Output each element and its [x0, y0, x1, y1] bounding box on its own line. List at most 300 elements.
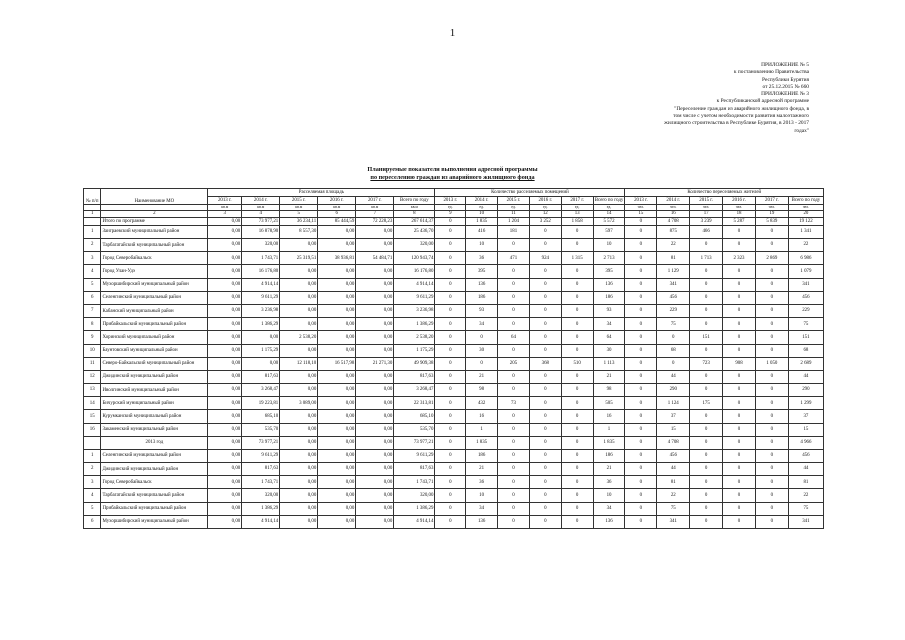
value-cell: 0,00: [208, 357, 242, 370]
value-cell: 1 299: [788, 397, 823, 410]
value-cell: 0: [723, 502, 756, 515]
value-cell: 21: [593, 463, 625, 476]
value-cell: 186: [466, 449, 498, 462]
value-cell: 0,00: [208, 423, 242, 436]
value-cell: 0: [498, 291, 530, 304]
value-cell: 0: [625, 410, 657, 423]
year-header: 2016 г.: [723, 197, 756, 205]
value-cell: 186: [466, 291, 498, 304]
value-cell: 37: [788, 410, 823, 423]
row-number: 7: [84, 304, 101, 317]
value-cell: 0,00: [318, 344, 356, 357]
value-cell: 16 517,98: [318, 357, 356, 370]
value-cell: 0,00: [318, 331, 356, 344]
row-number: 1: [84, 225, 101, 238]
value-cell: 0: [498, 384, 530, 397]
unit-cell: ед.: [529, 205, 561, 211]
value-cell: 368: [529, 357, 561, 370]
row-number: 10: [84, 344, 101, 357]
column-number: 13: [561, 211, 593, 217]
value-cell: 16 176,80: [394, 265, 435, 278]
value-cell: 0: [529, 449, 561, 462]
table-row: [84, 331, 824, 344]
unit-cell: кв.м: [208, 205, 242, 211]
value-cell: 0: [561, 502, 593, 515]
year-header: 2015 г.: [690, 197, 723, 205]
year-header: 2013 г.: [625, 197, 657, 205]
municipality-name: Тарбагатайский муниципальный район: [101, 489, 208, 502]
value-cell: 0,00: [208, 397, 242, 410]
value-cell: 8 557,30: [280, 225, 318, 238]
value-cell: 9 611,29: [242, 291, 280, 304]
year-header: 2013 г.: [435, 197, 466, 205]
column-number: 18: [723, 211, 756, 217]
row-number: 2: [84, 463, 101, 476]
value-cell: 1: [593, 423, 625, 436]
value-cell: 2 869: [755, 252, 788, 265]
value-cell: 0: [690, 476, 723, 489]
value-cell: 0: [723, 489, 756, 502]
value-cell: 597: [593, 225, 625, 238]
value-cell: 0: [498, 449, 530, 462]
row-number: 11: [84, 357, 101, 370]
value-cell: 0: [435, 291, 466, 304]
appendix-header: [549, 62, 809, 135]
value-cell: 3 236,98: [242, 304, 280, 317]
municipality-name: Город Улан-Удэ: [101, 265, 208, 278]
column-number: 2: [101, 211, 208, 217]
value-cell: 0: [755, 449, 788, 462]
value-cell: 0,00: [280, 370, 318, 383]
value-cell: 0: [690, 278, 723, 291]
value-cell: 0: [435, 217, 466, 225]
value-cell: 0: [498, 370, 530, 383]
municipality-name: Селенгинский муниципальный район: [101, 449, 208, 462]
row-number: [84, 436, 101, 449]
value-cell: 15: [788, 423, 823, 436]
value-cell: 0: [561, 476, 593, 489]
row-number: 15: [84, 410, 101, 423]
table-row: [84, 217, 824, 225]
header-line: том числе с учетом необходимости развития малоэтажного: [673, 113, 809, 120]
value-cell: 817,63: [394, 370, 435, 383]
group-people-header: Количество переселяемых жителей: [625, 189, 824, 197]
value-cell: 1 386,29: [242, 502, 280, 515]
value-cell: 181: [498, 225, 530, 238]
value-cell: 0: [755, 331, 788, 344]
value-cell: 0,00: [280, 489, 318, 502]
value-cell: 0: [723, 318, 756, 331]
value-cell: 0: [625, 225, 657, 238]
table-row: [84, 304, 824, 317]
municipality-name: Хоринский муниципальный район: [101, 331, 208, 344]
value-cell: 0: [723, 278, 756, 291]
column-number: 20: [788, 211, 823, 217]
value-cell: 0: [625, 489, 657, 502]
value-cell: 723: [690, 357, 723, 370]
value-cell: 0: [561, 370, 593, 383]
value-cell: 0: [755, 397, 788, 410]
value-cell: 10: [593, 239, 625, 252]
row-number: 14: [84, 397, 101, 410]
table-row: [84, 291, 824, 304]
value-cell: 1 743,71: [394, 476, 435, 489]
value-cell: 0,00: [318, 239, 356, 252]
value-cell: 0,00: [356, 476, 394, 489]
value-cell: 98: [593, 384, 625, 397]
value-cell: 0: [723, 370, 756, 383]
column-number: 7: [356, 211, 394, 217]
value-cell: 0: [529, 265, 561, 278]
unit-cell: чел.: [690, 205, 723, 211]
indicators-table: [83, 188, 824, 529]
value-cell: 817,63: [242, 463, 280, 476]
value-cell: 0,00: [356, 265, 394, 278]
table-row: [84, 423, 824, 436]
value-cell: 4 966: [788, 436, 823, 449]
value-cell: 0: [435, 384, 466, 397]
value-cell: 0: [435, 370, 466, 383]
value-cell: 0,00: [318, 304, 356, 317]
value-cell: 0: [529, 384, 561, 397]
value-cell: 4 914,14: [242, 515, 280, 528]
value-cell: 0: [435, 331, 466, 344]
value-cell: 0: [690, 384, 723, 397]
table-row: [84, 476, 824, 489]
value-cell: 0: [529, 397, 561, 410]
value-cell: 16: [593, 410, 625, 423]
value-cell: 817,63: [242, 370, 280, 383]
value-cell: 0: [625, 291, 657, 304]
municipality-name: Селенгинский муниципальный район: [101, 291, 208, 304]
value-cell: 44: [788, 463, 823, 476]
value-cell: 0: [435, 436, 466, 449]
value-cell: 0,00: [208, 265, 242, 278]
value-cell: 0,00: [318, 397, 356, 410]
value-cell: 0,00: [208, 449, 242, 462]
value-cell: 0: [529, 463, 561, 476]
value-cell: 1 175,29: [242, 344, 280, 357]
value-cell: 49 909,38: [394, 357, 435, 370]
value-cell: 0,00: [280, 265, 318, 278]
value-cell: 0: [498, 463, 530, 476]
value-cell: 0,00: [208, 410, 242, 423]
value-cell: 0: [657, 357, 690, 370]
value-cell: 0: [690, 423, 723, 436]
value-cell: 9 611,29: [242, 449, 280, 462]
value-cell: 0,00: [318, 370, 356, 383]
value-cell: 1 858: [561, 217, 593, 225]
unit-cell: чел.: [788, 205, 823, 211]
value-cell: 0: [755, 476, 788, 489]
value-cell: 10: [466, 239, 498, 252]
value-cell: 0,00: [356, 239, 394, 252]
value-cell: 341: [788, 515, 823, 528]
value-cell: 85 444,59: [318, 217, 356, 225]
value-cell: 0: [723, 265, 756, 278]
value-cell: 0,00: [280, 476, 318, 489]
value-cell: 0: [561, 304, 593, 317]
table-row: [84, 265, 824, 278]
value-cell: 908: [723, 357, 756, 370]
value-cell: 0,00: [280, 410, 318, 423]
value-cell: 0,00: [208, 291, 242, 304]
value-cell: 685,10: [242, 410, 280, 423]
column-number: 6: [318, 211, 356, 217]
value-cell: 0: [435, 502, 466, 515]
column-number: 11: [498, 211, 530, 217]
value-cell: 0: [625, 423, 657, 436]
value-cell: 0: [755, 370, 788, 383]
total-year-header: Всего по году: [788, 197, 823, 205]
value-cell: 320,00: [394, 239, 435, 252]
value-cell: 0: [625, 265, 657, 278]
unit-cell: кв.м: [356, 205, 394, 211]
value-cell: 120 943,74: [394, 252, 435, 265]
value-cell: 4 914,14: [394, 278, 435, 291]
value-cell: 0,00: [356, 410, 394, 423]
value-cell: 30: [466, 344, 498, 357]
value-cell: 0: [498, 436, 530, 449]
value-cell: 0,00: [318, 318, 356, 331]
value-cell: 15: [657, 423, 690, 436]
value-cell: 0,00: [208, 502, 242, 515]
column-number: 12: [529, 211, 561, 217]
total-year-header: Всего по году: [594, 197, 624, 203]
value-cell: 0: [435, 357, 466, 370]
value-cell: 0: [723, 476, 756, 489]
value-cell: 0,00: [208, 489, 242, 502]
value-cell: 175: [690, 397, 723, 410]
section-label: 2013 год: [101, 436, 208, 449]
value-cell: 0: [690, 318, 723, 331]
value-cell: 21: [466, 463, 498, 476]
value-cell: 0: [561, 331, 593, 344]
value-cell: 0: [529, 225, 561, 238]
value-cell: 136: [466, 278, 498, 291]
value-cell: 1 386,29: [242, 318, 280, 331]
municipality-name: Мухоршибирский муниципальный район: [101, 278, 208, 291]
value-cell: 0: [755, 265, 788, 278]
value-cell: 0,00: [356, 384, 394, 397]
table-row: [84, 515, 824, 528]
value-cell: 395: [466, 265, 498, 278]
header-line: от 25.12.2015 № 660: [762, 83, 809, 90]
value-cell: 1 743,71: [242, 476, 280, 489]
value-cell: 0: [625, 397, 657, 410]
year-header: 2017 г.: [755, 197, 788, 205]
value-cell: 4 914,14: [242, 278, 280, 291]
value-cell: 0,00: [356, 291, 394, 304]
value-cell: 320,00: [242, 239, 280, 252]
value-cell: 0,00: [356, 278, 394, 291]
table-row: [84, 225, 824, 238]
header-line: "Переселение граждан из аварийного жилищного фонда, в: [674, 105, 809, 112]
value-cell: 0: [561, 225, 593, 238]
value-cell: 0,00: [208, 304, 242, 317]
value-cell: 73 977,21: [242, 217, 280, 225]
value-cell: 0: [723, 291, 756, 304]
value-cell: 1 386,29: [394, 502, 435, 515]
value-cell: 81: [788, 476, 823, 489]
value-cell: 290: [657, 384, 690, 397]
value-cell: 36: [593, 476, 625, 489]
value-cell: 0,00: [318, 449, 356, 462]
value-cell: 1 743,71: [242, 252, 280, 265]
value-cell: 3 239: [690, 217, 723, 225]
column-number: 1: [84, 211, 101, 217]
value-cell: 0,00: [280, 515, 318, 528]
value-cell: 456: [657, 449, 690, 462]
row-number: 3: [84, 476, 101, 489]
value-cell: 205: [498, 357, 530, 370]
header-line: годах": [794, 127, 809, 134]
value-cell: 0,00: [208, 252, 242, 265]
value-cell: 0,00: [318, 225, 356, 238]
value-cell: 0,00: [208, 225, 242, 238]
value-cell: 0: [435, 344, 466, 357]
value-cell: 0: [625, 217, 657, 225]
group-rooms-header: Количество расселяемых помещений: [435, 189, 625, 197]
value-cell: 44: [657, 370, 690, 383]
value-cell: 0,00: [242, 357, 280, 370]
row-number: [84, 217, 101, 225]
value-cell: 44: [788, 370, 823, 383]
total-year-header: Всего по году: [394, 197, 435, 205]
unit-cell: кв.м: [280, 205, 318, 211]
value-cell: 0: [723, 239, 756, 252]
value-cell: 0: [755, 384, 788, 397]
header-line: ПРИЛОЖЕНИЕ № 5: [761, 62, 809, 68]
year-header: 2016 г.: [318, 197, 356, 205]
value-cell: 0: [625, 370, 657, 383]
value-cell: 320,00: [394, 489, 435, 502]
value-cell: 0: [529, 304, 561, 317]
value-cell: 0,00: [208, 370, 242, 383]
document-title: [0, 166, 905, 182]
value-cell: 0: [755, 239, 788, 252]
value-cell: 0: [435, 239, 466, 252]
value-cell: 0,00: [280, 463, 318, 476]
value-cell: 0,00: [356, 449, 394, 462]
value-cell: 21: [593, 370, 625, 383]
value-cell: 16 878,90: [242, 225, 280, 238]
value-cell: 0: [561, 463, 593, 476]
municipality-name: Тарбагатайский муниципальный район: [101, 239, 208, 252]
value-cell: 0: [625, 384, 657, 397]
table-row: [84, 278, 824, 291]
row-number: 3: [84, 252, 101, 265]
value-cell: 2 323: [723, 252, 756, 265]
value-cell: 0,00: [318, 476, 356, 489]
value-cell: 0,00: [318, 489, 356, 502]
value-cell: 0: [690, 449, 723, 462]
value-cell: 0: [723, 397, 756, 410]
year-header: 2017 г.: [356, 197, 394, 205]
value-cell: 0: [498, 239, 530, 252]
value-cell: 0,00: [356, 423, 394, 436]
value-cell: 0,00: [208, 384, 242, 397]
table-row: [84, 449, 824, 462]
value-cell: 416: [466, 225, 498, 238]
value-cell: 466: [690, 225, 723, 238]
value-cell: 93: [466, 304, 498, 317]
row-number: 5: [84, 502, 101, 515]
value-cell: 151: [788, 331, 823, 344]
value-cell: 0: [466, 331, 498, 344]
column-number: 3: [208, 211, 242, 217]
value-cell: 0: [690, 436, 723, 449]
value-cell: 0: [498, 423, 530, 436]
value-cell: 3 268,47: [242, 384, 280, 397]
value-cell: 0,00: [318, 463, 356, 476]
value-cell: 0: [529, 370, 561, 383]
value-cell: 0,00: [356, 515, 394, 528]
value-cell: 1 129: [657, 265, 690, 278]
value-cell: 0: [755, 423, 788, 436]
value-cell: 0,00: [356, 397, 394, 410]
value-cell: 0: [529, 331, 561, 344]
value-cell: 0: [561, 410, 593, 423]
value-cell: 0,00: [356, 436, 394, 449]
value-cell: 25 319,51: [280, 252, 318, 265]
value-cell: 73 977,21: [242, 436, 280, 449]
value-cell: 0: [723, 463, 756, 476]
value-cell: 25 436,70: [394, 225, 435, 238]
municipality-name: Северо-Байкальский муниципальный район: [101, 357, 208, 370]
table-row: [84, 489, 824, 502]
value-cell: 432: [466, 397, 498, 410]
value-cell: 0: [723, 344, 756, 357]
value-cell: 36: [466, 476, 498, 489]
value-cell: 0: [561, 344, 593, 357]
value-cell: 0: [498, 489, 530, 502]
header-line: ПРИЛОЖЕНИЕ № 3: [761, 91, 809, 98]
value-cell: 1 079: [788, 265, 823, 278]
value-cell: 0: [529, 278, 561, 291]
value-cell: 290: [788, 384, 823, 397]
value-cell: 0,00: [318, 265, 356, 278]
value-cell: 2 538,20: [394, 331, 435, 344]
value-cell: 535,70: [242, 423, 280, 436]
value-cell: 0: [435, 278, 466, 291]
value-cell: 0,00: [208, 239, 242, 252]
value-cell: 0,00: [318, 291, 356, 304]
row-number: 9: [84, 331, 101, 344]
value-cell: 0: [755, 410, 788, 423]
value-cell: 4 914,14: [394, 515, 435, 528]
value-cell: 1 341: [788, 225, 823, 238]
value-cell: 456: [788, 291, 823, 304]
value-cell: 0: [498, 304, 530, 317]
value-cell: 0: [690, 344, 723, 357]
value-cell: 0: [625, 463, 657, 476]
row-number: 4: [84, 489, 101, 502]
value-cell: 0,00: [356, 463, 394, 476]
value-cell: 81: [657, 476, 690, 489]
value-cell: 0: [498, 502, 530, 515]
value-cell: 0: [435, 423, 466, 436]
value-cell: 341: [788, 278, 823, 291]
value-cell: 0,00: [208, 217, 242, 225]
column-number: 5: [280, 211, 318, 217]
municipality-name: Бичурский муниципальный район: [101, 397, 208, 410]
value-cell: 0: [625, 344, 657, 357]
unit-cell: чел.: [657, 205, 690, 211]
value-cell: 0: [435, 489, 466, 502]
value-cell: 0: [529, 515, 561, 528]
value-cell: 1: [466, 423, 498, 436]
